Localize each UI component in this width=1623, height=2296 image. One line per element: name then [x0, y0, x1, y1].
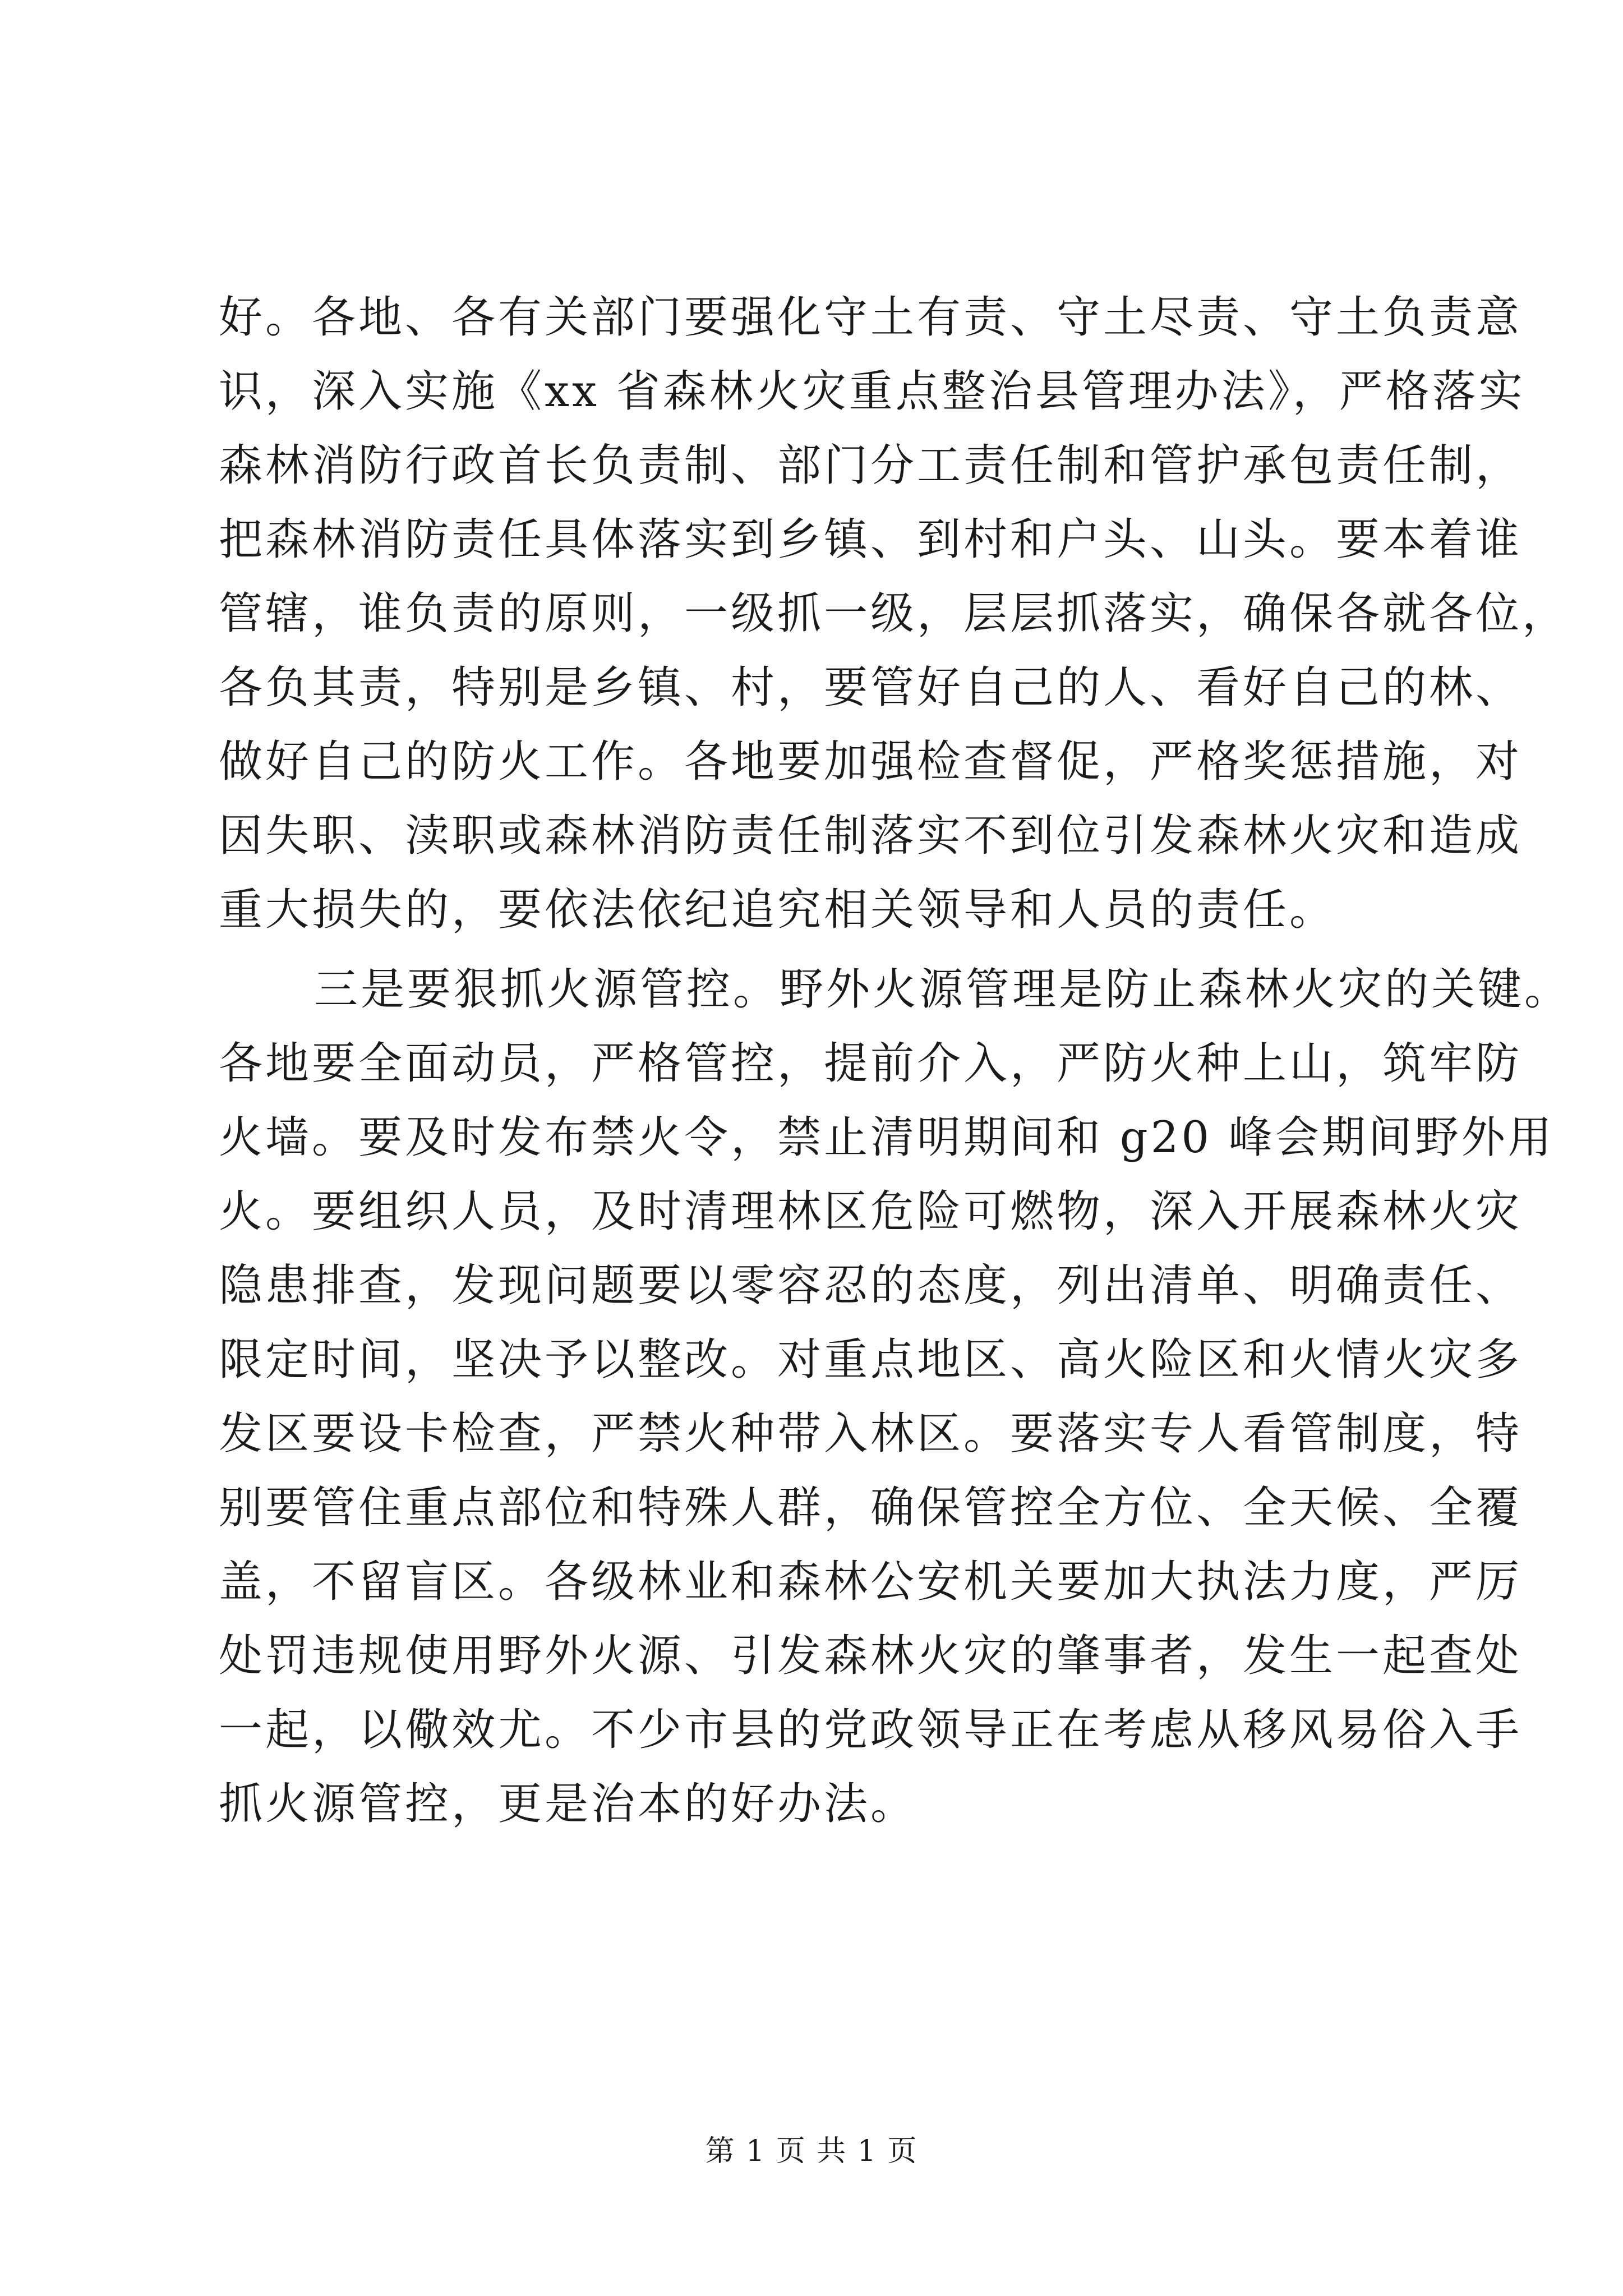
text-line: 识，深入实施《xx 省森林火灾重点整治县管理办法》，严格落实 — [219, 366, 1525, 417]
text-line: 三是要狠抓火源管控。野外火源管理是防止森林火灾的关键。 — [314, 964, 1571, 1015]
text-line: 盖，不留盲区。各级林业和森林公安机关要加大执法力度，严厉 — [219, 1557, 1523, 1607]
text-line: 把森林消防责任具体落实到乡镇、到村和户头、山头。要本着谁 — [219, 514, 1523, 565]
text-line: 处罚违规使用野外火源、引发森林火灾的肇事者，发生一起查处 — [219, 1631, 1523, 1681]
text-line: 重大损失的，要依法依纪追究相关领导和人员的责任。 — [219, 885, 1336, 935]
text-line: 别要管住重点部位和特殊人群，确保管控全方位、全天候、全覆 — [219, 1483, 1523, 1533]
text-line: 做好自己的防火工作。各地要加强检查督促，严格奖惩措施，对 — [219, 737, 1523, 787]
text-line: 限定时间，坚决予以整改。对重点地区、高火险区和火情火灾多 — [219, 1335, 1523, 1385]
paragraph-spacer — [219, 947, 1424, 953]
text-line: 一起，以儆效尤。不少市县的党政领导正在考虑从移风易俗入手 — [219, 1705, 1523, 1755]
text-line: 森林消防行政首长负责制、部门分工责任制和管护承包责任制， — [219, 440, 1523, 491]
text-line: 因失职、渎职或森林消防责任制落实不到位引发森林火灾和造成 — [219, 811, 1523, 861]
page-footer: 第 1 页 共 1 页 — [705, 2134, 918, 2168]
text-line: 管辖，谁负责的原则，一级抓一级，层层抓落实，确保各就各位， — [219, 588, 1569, 639]
text-line: 火墙。要及时发布禁火令，禁止清明期间和 g20 峰会期间野外用 — [219, 1112, 1555, 1163]
text-line: 好。各地、各有关部门要强化守土有责、守土尽责、守土负责意 — [219, 292, 1523, 343]
text-line: 各负其责，特别是乡镇、村，要管好自己的人、看好自己的林、 — [219, 662, 1523, 713]
text-line: 隐患排查，发现问题要以零容忍的态度，列出清单、明确责任、 — [219, 1260, 1523, 1311]
text-line: 发区要设卡检查，严禁火种带入林区。要落实专人看管制度，特 — [219, 1409, 1523, 1459]
paragraph — [219, 280, 1569, 947]
text-line: 火。要组织人员，及时清理林区危险可燃物，深入开展森林火灾 — [219, 1186, 1523, 1237]
text-line: 各地要全面动员，严格管控，提前介入，严防火种上山，筑牢防 — [219, 1038, 1523, 1089]
document-body — [219, 280, 1571, 1841]
text-line: 抓火源管控，更是治本的好办法。 — [219, 1779, 917, 1829]
paragraph — [219, 953, 1571, 1841]
